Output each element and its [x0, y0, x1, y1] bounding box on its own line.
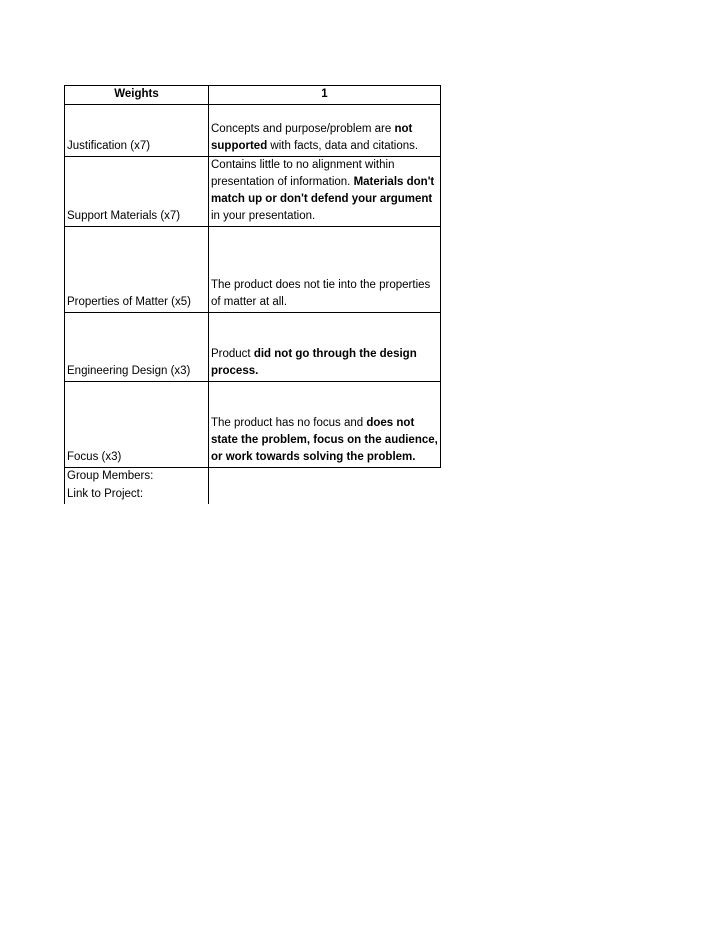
criterion-properties-of-matter: Properties of Matter (x5) — [65, 227, 209, 313]
description-emphasis: does not state the problem, focus on the audience, or work towards solving the problem. — [211, 417, 438, 463]
description-focus — [209, 382, 441, 468]
criterion-row — [65, 382, 441, 468]
group-members-label: Group Members: — [65, 468, 209, 487]
criterion-row — [65, 105, 441, 157]
criterion-support-materials: Support Materials (x7) — [65, 157, 209, 227]
description-text: in your presentation. — [211, 210, 316, 222]
description-justification — [209, 105, 441, 157]
score-header: 1 — [209, 86, 441, 105]
criterion-focus: Focus (x3) — [65, 382, 209, 468]
description-emphasis: not supported — [211, 123, 413, 152]
description-text: Concepts and purpose/problem are — [211, 123, 395, 135]
description-emphasis: did not go through the design process. — [211, 348, 417, 377]
footer-row — [65, 486, 441, 504]
criterion-row — [65, 313, 441, 382]
description-properties-of-matter — [209, 227, 441, 313]
description-text: Contains little to no alignment within presentation of information. — [211, 159, 395, 188]
criterion-row — [65, 157, 441, 227]
project-link-value[interactable] — [209, 486, 441, 504]
footer-row — [65, 468, 441, 487]
description-text: The product has no focus and — [211, 417, 367, 429]
criterion-justification: Justification (x7) — [65, 105, 209, 157]
description-text: The product does not tie into the properties of matter at all. — [211, 279, 431, 308]
description-engineering-design — [209, 313, 441, 382]
description-support-materials — [209, 157, 441, 227]
header-row — [65, 86, 441, 105]
criterion-row — [65, 227, 441, 313]
group-members-value[interactable] — [209, 468, 441, 487]
rubric-table — [64, 85, 441, 504]
weights-header: Weights — [65, 86, 209, 105]
criterion-engineering-design: Engineering Design (x3) — [65, 313, 209, 382]
rubric-sheet — [64, 85, 440, 504]
description-text: with facts, data and citations. — [267, 140, 419, 152]
description-text: Product — [211, 348, 254, 360]
project-link-label: Link to Project: — [65, 486, 209, 504]
description-emphasis: Materials don't match up or don't defend your argument — [211, 176, 435, 205]
